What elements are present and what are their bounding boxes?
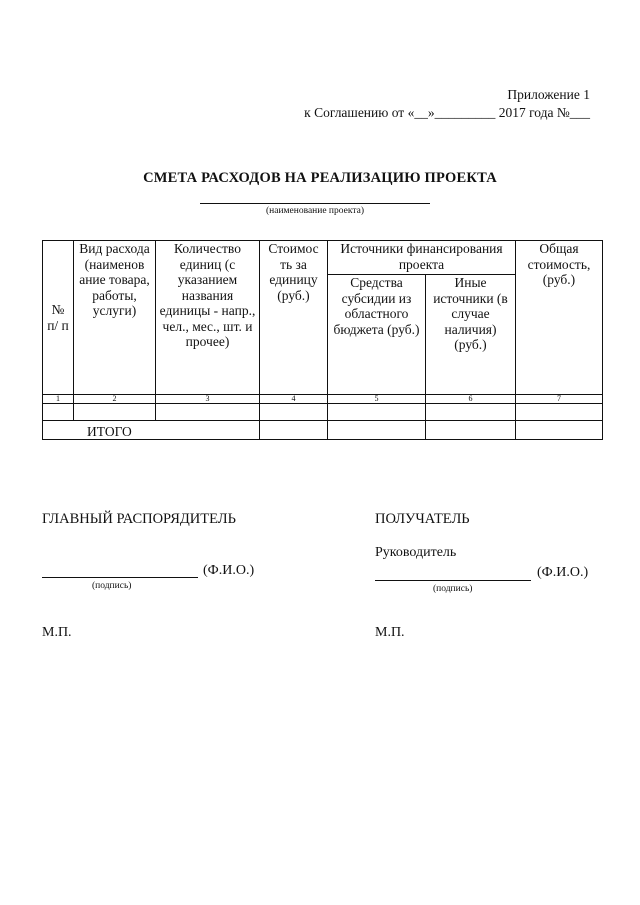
table-row xyxy=(43,404,603,421)
header-expense-type: Вид расхода (наименов ание товара, работы, услуги) xyxy=(74,241,156,395)
seal-right: М.П. xyxy=(375,625,405,640)
recipient-head-label: Руководитель xyxy=(375,545,457,560)
total-row xyxy=(43,421,603,440)
table-cell xyxy=(156,404,260,421)
signature-caption-left: (подпись) xyxy=(92,581,132,591)
header-other-sources: Иные источники (в случае наличия) (руб.) xyxy=(426,275,516,395)
table-cell xyxy=(260,421,328,440)
document-title: СМЕТА РАСХОДОВ НА РЕАЛИЗАЦИЮ ПРОЕКТА xyxy=(143,170,497,186)
header-num: № п/ п xyxy=(43,241,74,395)
column-number: 5 xyxy=(328,395,426,404)
column-number: 2 xyxy=(74,395,156,404)
recipient-label: ПОЛУЧАТЕЛЬ xyxy=(375,511,470,527)
column-number-row xyxy=(43,395,603,404)
fio-right: (Ф.И.О.) xyxy=(537,565,589,580)
budget-table xyxy=(42,240,603,440)
column-number: 7 xyxy=(516,395,603,404)
table-cell xyxy=(516,404,603,421)
table-cell xyxy=(426,404,516,421)
column-number: 6 xyxy=(426,395,516,404)
table-cell xyxy=(328,421,426,440)
header-funding-sources: Источники финансирования проекта xyxy=(328,241,516,275)
project-name-caption: (наименование проекта) xyxy=(265,206,364,216)
agreement-reference: к Соглашению от «__»_________ 2017 года №___ xyxy=(304,105,590,120)
table-cell xyxy=(328,404,426,421)
header-regional-subsidy: Средства субсидии из областного бюджета (руб.) xyxy=(328,275,426,395)
header-total-cost: Общая стоимость, (руб.) xyxy=(516,241,603,395)
signature-line-right xyxy=(375,580,531,581)
signature-caption-right: (подпись) xyxy=(433,584,473,594)
seal-left: М.П. xyxy=(42,625,72,640)
table-cell xyxy=(426,421,516,440)
column-number: 4 xyxy=(260,395,328,404)
table-cell xyxy=(43,404,74,421)
column-number: 1 xyxy=(43,395,74,404)
table-cell xyxy=(260,404,328,421)
total-label: ИТОГО xyxy=(43,421,260,440)
signature-line-left xyxy=(42,577,198,578)
fio-left: (Ф.И.О.) xyxy=(203,563,255,578)
chief-administrator-label: ГЛАВНЫЙ РАСПОРЯДИТЕЛЬ xyxy=(42,511,236,527)
appendix-reference xyxy=(304,86,590,122)
table-cell xyxy=(74,404,156,421)
table-cell xyxy=(516,421,603,440)
header-unit-cost: Стоимос ть за единицу (руб.) xyxy=(260,241,328,395)
header-quantity: Количество единиц (с указанием названия единицы - напр., чел., мес., шт. и прочее) xyxy=(156,241,260,395)
project-name-line xyxy=(200,203,430,204)
column-number: 3 xyxy=(156,395,260,404)
appendix-number: Приложение 1 xyxy=(507,87,590,102)
